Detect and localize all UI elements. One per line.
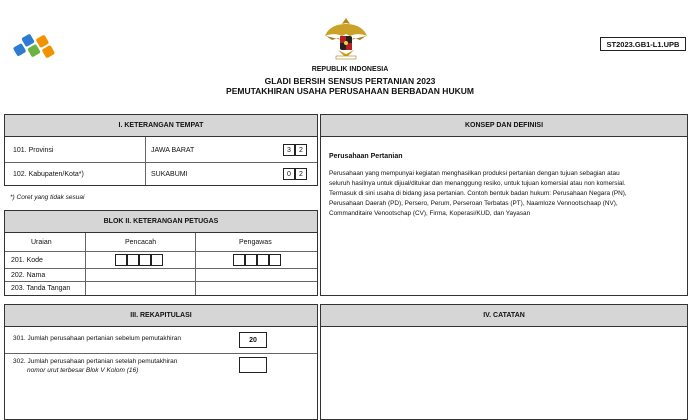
row302-label: 302. Jumlah perusahaan pertanian setelah pemutakhiran: [13, 358, 178, 365]
block1-title: I. KETERANGAN TEMPAT: [5, 115, 317, 137]
row102-code-2[interactable]: 2: [295, 168, 307, 180]
block2-title: BLOK II. KETERANGAN PETUGAS: [5, 211, 317, 233]
bps-logo-icon: [8, 30, 58, 68]
pencacah-code-1[interactable]: [115, 254, 127, 266]
block2-col-pencacah: Pencacah: [125, 238, 157, 246]
block4-title: IV. CATATAN: [321, 305, 687, 327]
pengawas-code-2[interactable]: [245, 254, 257, 266]
block1-note: *) Coret yang tidak sesuai: [10, 193, 85, 201]
pengawas-code-3[interactable]: [257, 254, 269, 266]
row102-label: 102. Kabupaten/Kota*): [13, 170, 84, 178]
concept-panel: [320, 114, 688, 296]
pengawas-code-4[interactable]: [269, 254, 281, 266]
concept-heading: Perusahaan Pertanian: [329, 153, 403, 160]
row101-code-1[interactable]: 3: [283, 144, 295, 156]
pencacah-code-2[interactable]: [127, 254, 139, 266]
row102-value: SUKABUMI: [151, 170, 188, 178]
block2-col-uraian: Uraian: [31, 238, 52, 246]
row201-label: 201. Kode: [11, 256, 43, 264]
row101-value: JAWA BARAT: [151, 146, 195, 154]
block3-panel: [4, 304, 318, 420]
concept-line-4: Perusahaan Daerah (PD), Persero, Perum, Perseroan Terbatas (PT), Naamloze Vennootschaap (NV),: [329, 200, 618, 207]
page-title: GLADI BERSIH SENSUS PERTANIAN 2023: [264, 76, 436, 86]
page-subtitle: PEMUTAKHIRAN USAHA PERUSAHAAN BERBADAN HUKUM: [226, 86, 474, 96]
concept-line-1: Perusahaan yang mempunyai kegiatan menghasilkan produksi pertanian dengan tujuan sebagian atau: [329, 170, 620, 177]
block1-panel: [4, 114, 318, 186]
concept-line-3: Termasuk di sini usaha di bidang jasa pertanian. Contoh bentuk badan hukum: Perusahaan Negara (PN),: [329, 190, 627, 197]
notes-area[interactable]: [321, 327, 687, 419]
row301-label: 301. Jumlah perusahaan pertanian sebelum pemutakhiran: [13, 334, 182, 342]
form-code: ST2023.GB1-L1.UPB: [600, 37, 686, 51]
block4-panel: [320, 304, 688, 420]
republic-label: REPUBLIK INDONESIA: [311, 66, 389, 73]
row302-note: nomor urut terbesar Blok V Kolom (16): [27, 367, 139, 374]
row202-label: 202. Nama: [11, 271, 46, 279]
row301-value[interactable]: 20: [239, 332, 267, 348]
block2-panel: [4, 210, 318, 296]
row101-code-2[interactable]: 2: [295, 144, 307, 156]
concept-line-5: Commanditaire Venootschap (CV), Firma, Koperasi/KUD, dan Yayasan: [329, 210, 531, 217]
garuda-emblem-icon: [322, 14, 370, 62]
block3-title: III. REKAPITULASI: [5, 305, 317, 327]
row101-label: 101. Provinsi: [13, 146, 54, 154]
row102-code-1[interactable]: 0: [283, 168, 295, 180]
pengawas-code-1[interactable]: [233, 254, 245, 266]
row302-value[interactable]: [239, 357, 267, 373]
row203-label: 203. Tanda Tangan: [11, 284, 71, 292]
concept-line-2: seluruh hasilnya untuk dijual/ditukar dan menanggung resiko, untuk tujuan komersial atau non komersial.: [329, 180, 626, 187]
concept-title: KONSEP DAN DEFINISI: [321, 115, 687, 137]
pencacah-code-4[interactable]: [151, 254, 163, 266]
block2-col-pengawas: Pengawas: [239, 238, 272, 246]
pencacah-code-3[interactable]: [139, 254, 151, 266]
